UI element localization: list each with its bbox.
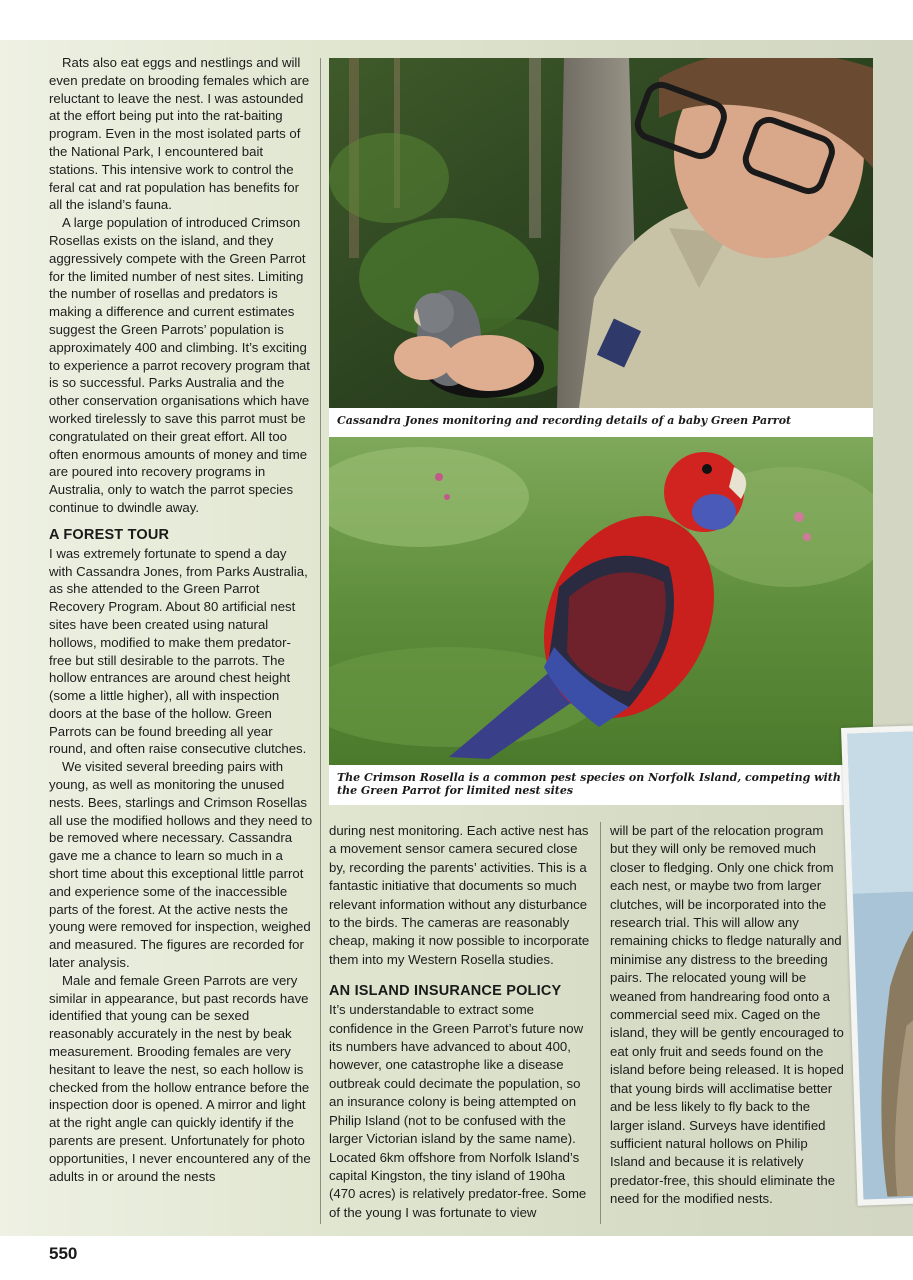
section-heading-island-insurance: AN ISLAND INSURANCE POLICY — [329, 983, 562, 1000]
middle-paragraph-2: It’s understandable to extract some confidence in the Green Parrot’s future now its numbers have advanced to about 400, however, one catastrophe like a disease outbreak could decimate the population, so an insurance colony is being attempted on Philip Island (not to be confused with the larger Victorian island by the same name). Located 6km offshore from Norfolk Island’s capital Kingston, the tiny island of 190ha (470 acres) is relatively predator-free. Some of the young I was fortunate to view — [329, 1002, 587, 1220]
left-paragraph-5: Male and female Green Parrots are very similar in appearance, but past records have identified that young can be sexed reasonably accurately in the nest by beak measurement. Brooding females are very hesitant to leave the nest, so each hollow is checked from the hollow entrance before the inspection door is opened. A mirror and light at the right angle can quickly identify if the parents are present. Unfortunately for photo opportunities, I never encountered any of the adults in or around the nests — [49, 972, 311, 1184]
column-divider-left — [320, 58, 321, 1224]
right-paragraph-1: will be part of the relocation program but they will only be removed much closer to fledging. Only one chick from each nest, or maybe two from larger clutches, will be incorporated into the research trial. This will allow any remaining chicks to fledge naturally and minimise any distress to the breeding pairs. The relocated young will be weaned from handrearing food onto a commercial seed mix. Caged on the island, they will be gently encouraged to eat only fruit and seeds found on the island before being released. It is hoped that young birds will acclimatise better and be less likely to fly back to the larger island. Surveys have identified sufficient natural hollows on Philip Island and because it is relatively predator-free, this should eliminate the need for the modified nests. — [610, 823, 844, 1207]
page-number: 550 — [49, 1244, 78, 1263]
photo1-caption: Cassandra Jones monitoring and recording details of a baby Green Parrot — [329, 408, 873, 437]
right-text-column — [610, 822, 845, 1209]
photo-crimson-rosella — [329, 437, 873, 765]
middle-text-column — [329, 822, 591, 1222]
photo-cassandra-jones — [329, 58, 873, 408]
left-paragraph-1: Rats also eat eggs and nestlings and will even predate on brooding females which are reluctant to leave the nest. I was astounded at the effort being put into the rat-baiting program. Even in the most isolated parts of the National Park, I encountered bait stations. This intensive work to control the feral cat and rat population has benefits for all the island’s fauna. — [49, 55, 310, 213]
left-text-column — [49, 54, 313, 1185]
left-paragraph-3: I was extremely fortunate to spend a day with Cassandra Jones, from Parks Australia, as she attended to the Green Parrot Recovery Program. About 80 artificial nest sites have been created using natural hollows, modified to make them predator-free but still desirable to the parrots. The hollow entrances are around chest height (some a little higher), all with inspection doors at the base of the hollow. Green Parrots can be found breeding all year round, and often raise consecutive clutches. — [49, 545, 308, 757]
column-divider-right — [600, 822, 601, 1224]
photo2-caption: The Crimson Rosella is a common pest species on Norfolk Island, competing with the Green Parrot for limited nest sites — [329, 765, 869, 805]
middle-paragraph-1: during nest monitoring. Each active nest has a movement sensor camera secured close by, recording the parents’ activities. This is a fantastic initiative that documents so much relevant information without any disturbance to the birds. The cameras are reasonably cheap, making it now possible to incorporate them into my Western Rosella studies. — [329, 823, 590, 967]
left-paragraph-4: We visited several breeding pairs with young, as well as monitoring the unused nests. Bees, starlings and Crimson Rosellas all use the modified hollows and they need to be removed where necessary. Cassandra gave me a chance to learn so much in a short time about this exceptional little parrot and experience some of the inaccessible parts of the forest. At the active nests the young were removed for inspection, weighed and measured. The figures are recorded for later analysis. — [49, 759, 313, 971]
left-paragraph-2: A large population of introduced Crimson Rosellas exists on the island, and they aggressively compete with the Green Parrot for the limited number of nest sites. Limiting the number of rosellas and predators is making a difference and current estimates suggest the Green Parrots’ population is approximately 400 and climbing. It’s exciting to experience a parrot recovery program that is so successful. Parks Australia and the other conservation organisations which have worked tirelessly to save this parrot must be congratulated on their great effort. All too often enormous amounts of money and time are poured into recovery programs in Australia, only to watch the parrot species continue to dwindle away. — [49, 215, 310, 515]
section-heading-forest-tour: A FOREST TOUR — [49, 526, 170, 543]
